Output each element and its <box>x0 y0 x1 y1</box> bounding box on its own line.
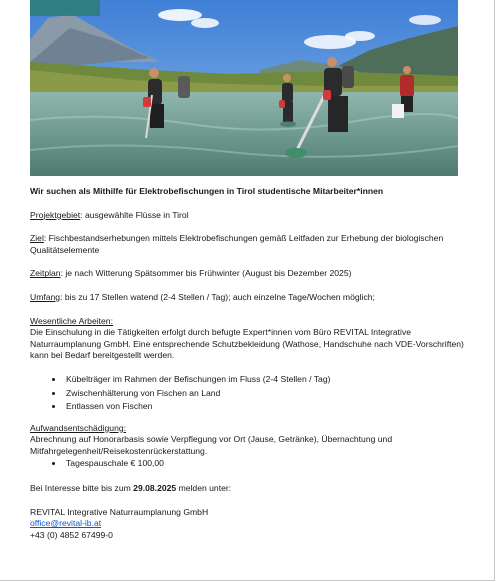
zeitplan-paragraph: Zeitplan: je nach Witterung Spätsommer bis Frühwinter (August bis Dezember 2025) <box>30 268 352 279</box>
arbeiten-label: Wesentliche Arbeiten: <box>30 315 113 326</box>
list-item: • Kübelträger im Rahmen der Befischungen im Fluss (2-4 Stellen / Tag) <box>64 374 470 386</box>
interesse-paragraph <box>30 483 470 495</box>
entschaedigung-section <box>30 423 470 469</box>
entschaedigung-text: Abrechnung auf Honorarbasis sowie Verpflegung vor Ort (Jause, Getränke), Übernachtung und Mitfahrgelegenheit/Reisekostenrückerstattung. <box>30 434 393 456</box>
job-posting <box>30 186 470 541</box>
zeitplan-value: je nach Witterung Spätsommer bis Frühwinter (August bis Dezember 2025) <box>65 268 352 279</box>
interesse-prefix: Bei Interesse bitte bis zum <box>30 483 134 494</box>
projektgebiet-paragraph: Projektgebiet: ausgewählte Flüsse in Tirol <box>30 209 189 220</box>
entschaedigung-list <box>30 458 470 470</box>
interesse-suffix: melden unter: <box>176 483 232 494</box>
ziel-value: Fischbestandserhebungen mittels Elektrobefischungen gemäß Leitfaden zur Erhebung der biologischen Qualitätselemente <box>30 233 444 255</box>
posting-heading: Wir suchen als Mithilfe für Elektrobefischungen in Tirol studentische Mitarbeiter*innen <box>30 186 384 196</box>
contact-email-link[interactable]: office@revital-ib.at <box>30 518 102 529</box>
list-item: • Entlassen von Fischen <box>64 401 470 413</box>
umfang-paragraph: Umfang: bis zu 17 Stellen watend (2-4 Stellen / Tag); auch einzelne Tage/Wochen möglich; <box>30 291 375 302</box>
list-item: • Tagespauschale € 100,00 <box>64 458 470 470</box>
arbeiten-list <box>30 374 470 413</box>
list-item: • Zwischenhälterung von Fischen an Land <box>64 388 470 400</box>
arbeiten-section <box>30 316 470 413</box>
projektgebiet-label: Projektgebiet <box>30 209 81 220</box>
zeitplan-label: Zeitplan <box>30 268 61 279</box>
arbeiten-text: Die Einschulung in die Tätigkeiten erfolgt durch befugte Expert*innen vom Büro REVITAL Integrative Naturraumplanung GmbH. Eine entsprechende Schutzbekleidung (Wathose, Handschuhe nach VDE-Vorschriften) kann bei Bedarf bereitgestellt werden. <box>30 327 464 361</box>
contact-block <box>30 507 470 542</box>
contact-company: REVITAL Integrative Naturraumplanung GmbH <box>30 506 209 517</box>
entschaedigung-label: Aufwandsentschädigung: <box>30 422 127 433</box>
header-photo <box>30 0 458 176</box>
deadline-date: 29.08.2025 <box>133 483 177 494</box>
contact-phone: +43 (0) 4852 67499-0 <box>30 529 113 540</box>
projektgebiet-value: ausgewählte Flüsse in Tirol <box>84 209 189 220</box>
umfang-value: bis zu 17 Stellen watend (2-4 Stellen / Tag); auch einzelne Tage/Wochen möglich; <box>64 291 375 302</box>
ziel-label: Ziel <box>30 233 44 244</box>
umfang-label: Umfang <box>30 291 61 302</box>
ziel-paragraph: Ziel: Fischbestandserhebungen mittels Elektrobefischungen gemäß Leitfaden zur Erhebung der biologischen Qualitätselemente <box>30 233 444 255</box>
